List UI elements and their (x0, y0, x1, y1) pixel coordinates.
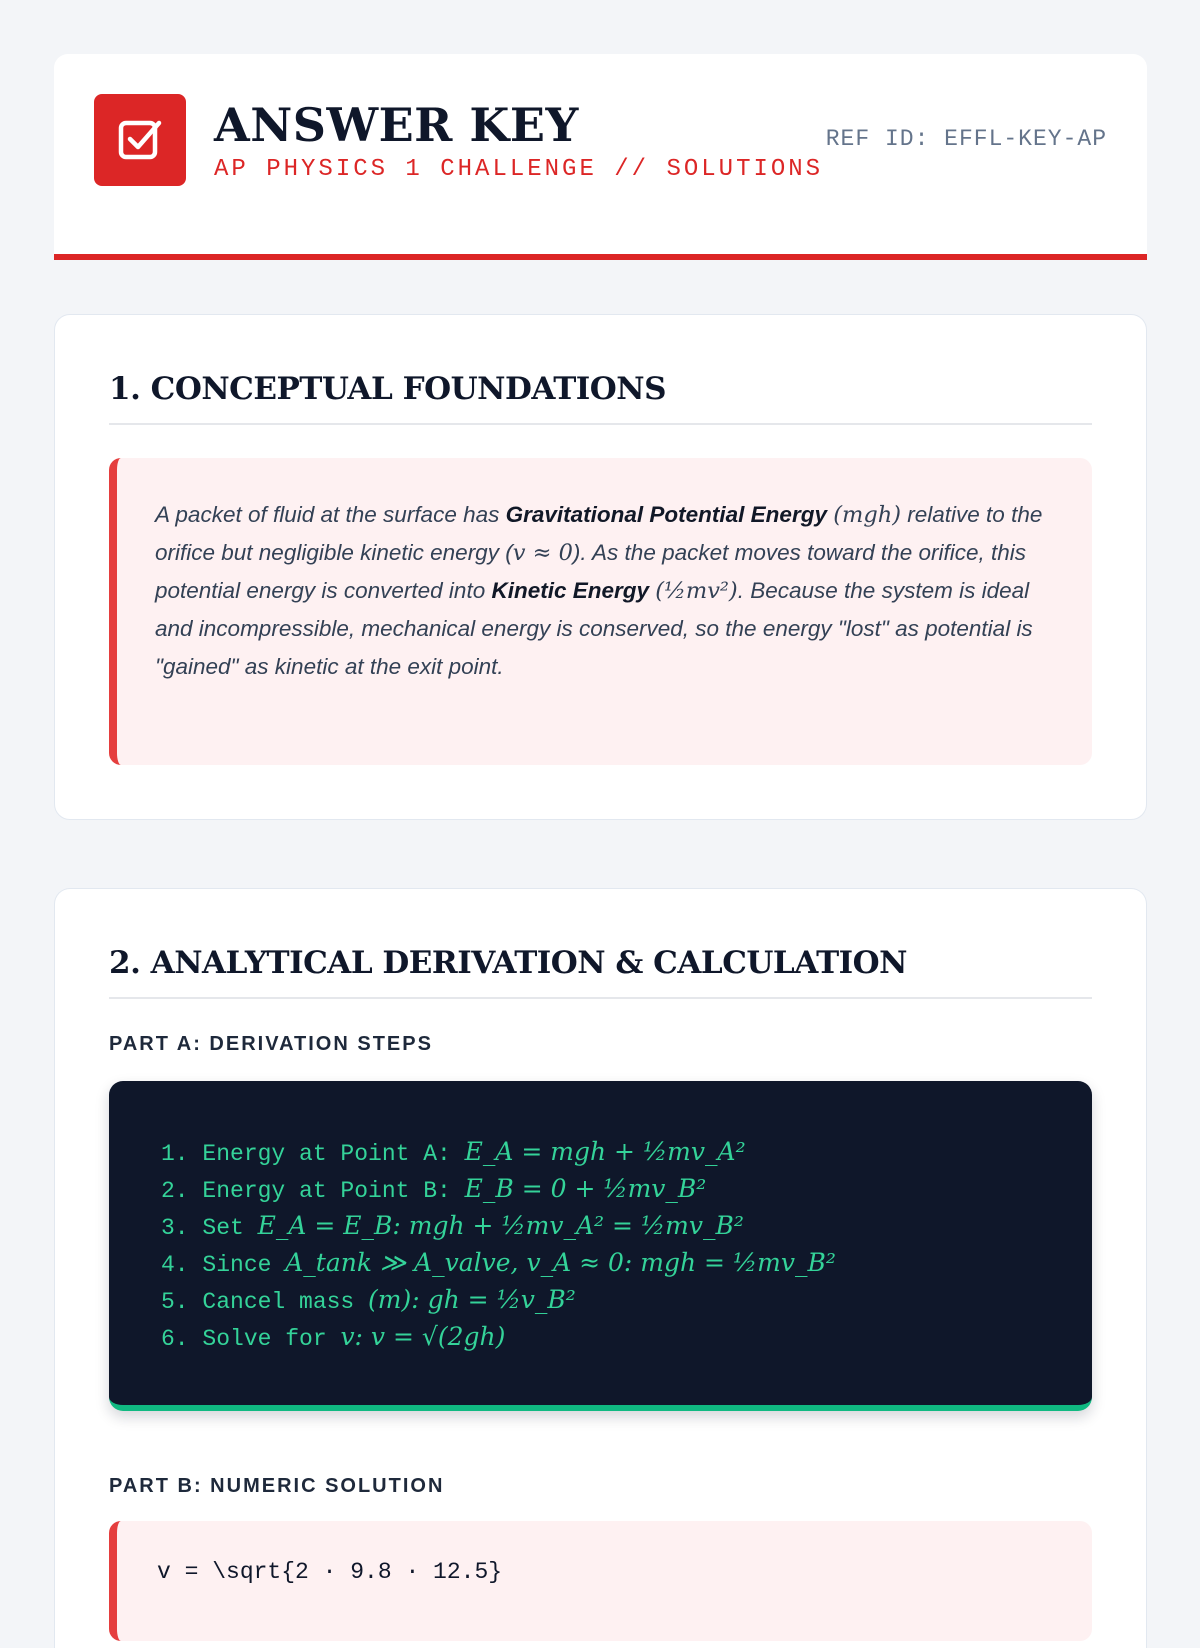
numeric-solution-block (109, 1521, 1092, 1641)
text-run: relative to the orifice but negligible kinetic energy ( (155, 502, 1043, 565)
step-math: (m): gh = ½v_B² (368, 1285, 576, 1314)
concept-paragraph (117, 458, 1092, 722)
part-b-label: PART B: NUMERIC SOLUTION (109, 1475, 445, 1497)
text-run: . Because the system is ideal and incompressible, mechanical energy is conserved, so the energy "lost" as potential is "gained" as kinetic at the exit point. (155, 578, 1033, 679)
checkbox-icon (94, 94, 186, 186)
step-math: E_A = E_B: mgh + ½mv_A² = ½mv_B² (257, 1211, 744, 1240)
step-math: E_B = 0 + ½mv_B² (464, 1174, 707, 1203)
derivation-step (161, 1133, 1092, 1170)
step-text: 4. Since (161, 1252, 286, 1278)
page-subtitle: AP PHYSICS 1 CHALLENGE // SOLUTIONS (214, 156, 824, 183)
derivation-step (161, 1318, 1092, 1355)
step-text: 2. Energy at Point B: (161, 1178, 465, 1204)
step-math: A_tank ≫ A_valve, v_A ≈ 0: mgh = ½mv_B² (285, 1248, 836, 1277)
math-ke: (½mv²) (655, 578, 738, 604)
derivation-step (161, 1281, 1092, 1318)
math-mgh: (mgh) (833, 502, 902, 528)
step-text: 1. Energy at Point A: (161, 1141, 465, 1167)
step-text: 6. Solve for (161, 1326, 341, 1352)
step-text: 3. Set (161, 1215, 258, 1241)
section-title: 1. CONCEPTUAL FOUNDATIONS (109, 371, 1092, 425)
derivation-code-block (109, 1081, 1092, 1411)
section-title: 2. ANALYTICAL DERIVATION & CALCULATION (109, 945, 1092, 999)
text-run: A packet of fluid at the surface has (155, 502, 506, 527)
step-math: E_A = mgh + ½mv_A² (464, 1137, 746, 1166)
section-derivation (54, 888, 1147, 1648)
text-run: ). As the packet moves toward the orifice, this potential energy is converted into (155, 540, 1026, 603)
derivation-step (161, 1244, 1092, 1281)
concept-callout (109, 458, 1092, 765)
part-a-label: PART A: DERIVATION STEPS (109, 1033, 433, 1055)
header-card (54, 54, 1147, 260)
step-text: 5. Cancel mass (161, 1289, 369, 1315)
math-v-approx-zero: v ≈ 0 (512, 540, 573, 566)
page-title: ANSWER KEY (214, 98, 579, 152)
term-gpe: Gravitational Potential Energy (505, 502, 827, 527)
section-conceptual (54, 314, 1147, 820)
step-math: v: v = √(2gh) (340, 1322, 506, 1351)
term-ke: Kinetic Energy (491, 578, 650, 603)
ref-id: REF ID: EFFL-KEY-AP (825, 126, 1107, 152)
derivation-step (161, 1207, 1092, 1244)
derivation-step (161, 1170, 1092, 1207)
numeric-line: v = \sqrt{2 · 9.8 · 12.5} (157, 1559, 503, 1585)
